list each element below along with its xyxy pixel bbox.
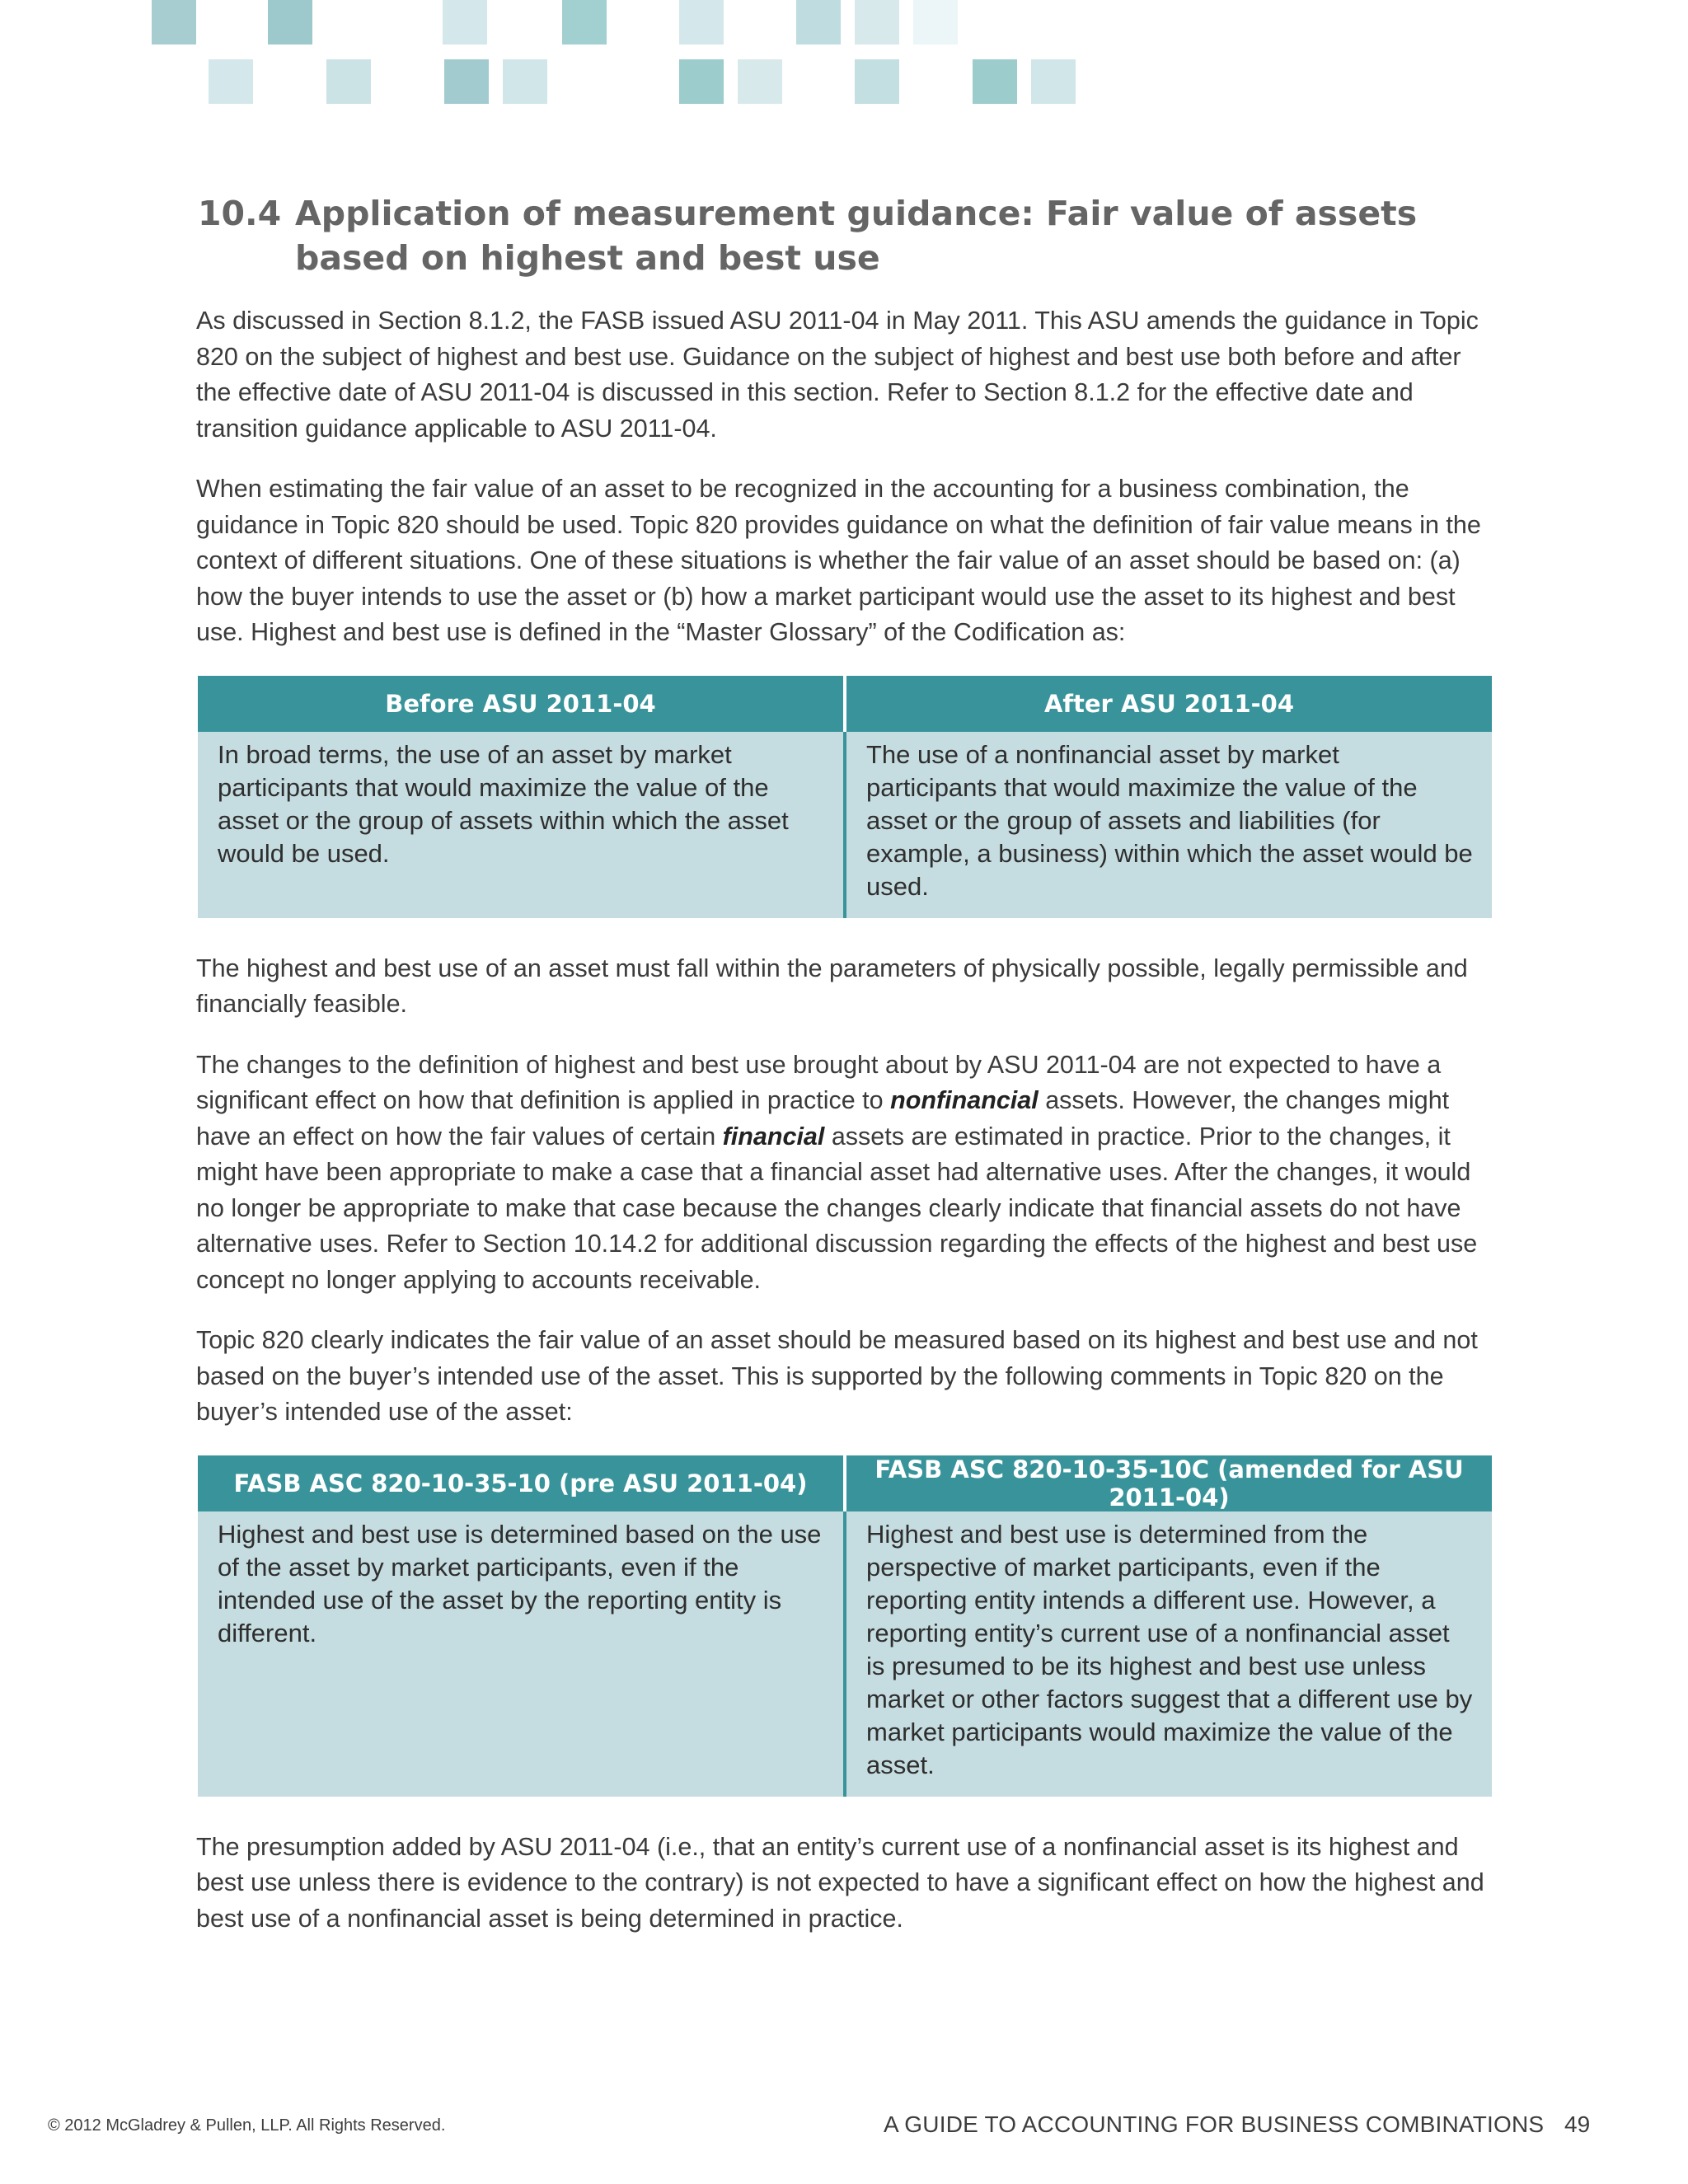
deco-square [679, 59, 724, 104]
table-row [198, 732, 1492, 918]
main-content [196, 191, 1490, 1961]
table-row [198, 1511, 1492, 1797]
section-heading [198, 191, 1490, 280]
table-cell-pre: Highest and best use is determined based on the use of the asset by market participants, even if the intended use of the asset by the reporting entity is different. [198, 1511, 845, 1797]
table-cell-before: In broad terms, the use of an asset by market participants that would maximize the value of the asset or the group of assets within which the asset would be used. [198, 732, 845, 918]
deco-square [973, 59, 1017, 104]
emphasis-financial: financial [722, 1122, 825, 1151]
deco-square [209, 59, 253, 104]
text-span: The changes to the definition of highest and best use brought about by ASU 2011-04 are not expected to have a significant effect on how that definition is applied in practice to [196, 1050, 1442, 1114]
table-header-after: After ASU 2011-04 [845, 676, 1492, 732]
deco-square [443, 0, 487, 45]
deco-square [562, 0, 607, 45]
text-span: assets. However, the changes might have an effect on how the fair values of certain [196, 1086, 1450, 1151]
footer-copyright: © 2012 McGladrey & Pullen, LLP. All Rights Reserved. [48, 2116, 446, 2135]
definition-intro-paragraph: When estimating the fair value of an asset to be recognized in the accounting for a business combination, the guidance in Topic 820 should be used. Topic 820 provides guidance on what the definition of fair value means in the context of different situations. One of these situations is whether the fair value of an asset should be based on: (a) how the buyer intends to use the asset or (b) how a market participant would use the asset to its highest and best use. Highest and best use is defined in the “Master Glossary” of the Codification as: [196, 475, 1481, 646]
presumption-paragraph: The presumption added by ASU 2011-04 (i.e., that an entity’s current use of a nonfinancial asset is its highest and best use unless there is evidence to the contrary) is not expected to have a significant effect on how the highest and best use of a nonfinancial asset is being determined in practice. [196, 1832, 1484, 1933]
table-header-before: Before ASU 2011-04 [198, 676, 845, 732]
deco-square [326, 59, 371, 104]
table-header-pre: FASB ASC 820-10-35-10 (pre ASU 2011-04) [198, 1455, 845, 1511]
deco-square [152, 0, 196, 45]
asc-comparison-table [198, 1455, 1492, 1797]
intro-paragraph: As discussed in Section 8.1.2, the FASB issued ASU 2011-04 in May 2011. This ASU amends the guidance in Topic 820 on the subject of highest and best use. Guidance on the subject of highest and best use both before and after the effective date of ASU 2011-04 is discussed in this section. Refer to Section 8.1.2 for the effective date and transition guidance applicable to ASU 2011-04. [196, 307, 1479, 443]
definition-table [198, 676, 1492, 918]
deco-square [796, 0, 841, 45]
deco-square [268, 0, 312, 45]
text-span: assets are estimated in practice. Prior to the changes, it might have been appropriate to make a case that a financial asset had alternative uses. After the changes, it would no longer be appropriate to make that case because the changes clearly indicate that financial assets do not have alternative uses. Refer to Section 10.14.2 for additional discussion regarding the effects of the highest and best use concept no longer applying to accounts receivable. [196, 1122, 1478, 1294]
deco-square [738, 59, 782, 104]
table-cell-after: The use of a nonfinancial asset by market participants that would maximize the value of the asset or the group of assets and liabilities (for example, a business) within which the asset would be used. [845, 732, 1492, 918]
changes-paragraph [196, 1047, 1490, 1299]
deco-square [855, 0, 899, 45]
deco-square [855, 59, 899, 104]
section-number: 10.4 [198, 194, 282, 233]
topic-820-paragraph: Topic 820 clearly indicates the fair value of an asset should be measured based on its highest and best use and not based on the buyer’s intended use of the asset. This is supported by the following comments in Topic 820 on the buyer’s intended use of the asset: [196, 1326, 1478, 1426]
deco-square [444, 59, 489, 104]
deco-square [913, 0, 958, 45]
page-number: 49 [1564, 2111, 1591, 2137]
parameters-paragraph: The highest and best use of an asset must fall within the parameters of physically possible, legally permissible and financially feasible. [196, 954, 1468, 1018]
table-cell-amended: Highest and best use is determined from the perspective of market participants, even if the reporting entity intends a different use. However, a reporting entity’s current use of a nonfinancial asset is presumed to be its highest and best use unless market or other factors suggest that a different use by market participants would maximize the value of the asset. [845, 1511, 1492, 1797]
section-title: Application of measurement guidance: Fair value of assets based on highest and best use [295, 194, 1418, 278]
deco-square [679, 0, 724, 45]
deco-square [1031, 59, 1076, 104]
footer-guide-title: A GUIDE TO ACCOUNTING FOR BUSINESS COMBINATIONS [884, 2111, 1545, 2137]
emphasis-nonfinancial: nonfinancial [890, 1086, 1039, 1114]
deco-square [503, 59, 547, 104]
table-header-amended: FASB ASC 820-10-35-10C (amended for ASU 2011-04) [845, 1455, 1492, 1511]
